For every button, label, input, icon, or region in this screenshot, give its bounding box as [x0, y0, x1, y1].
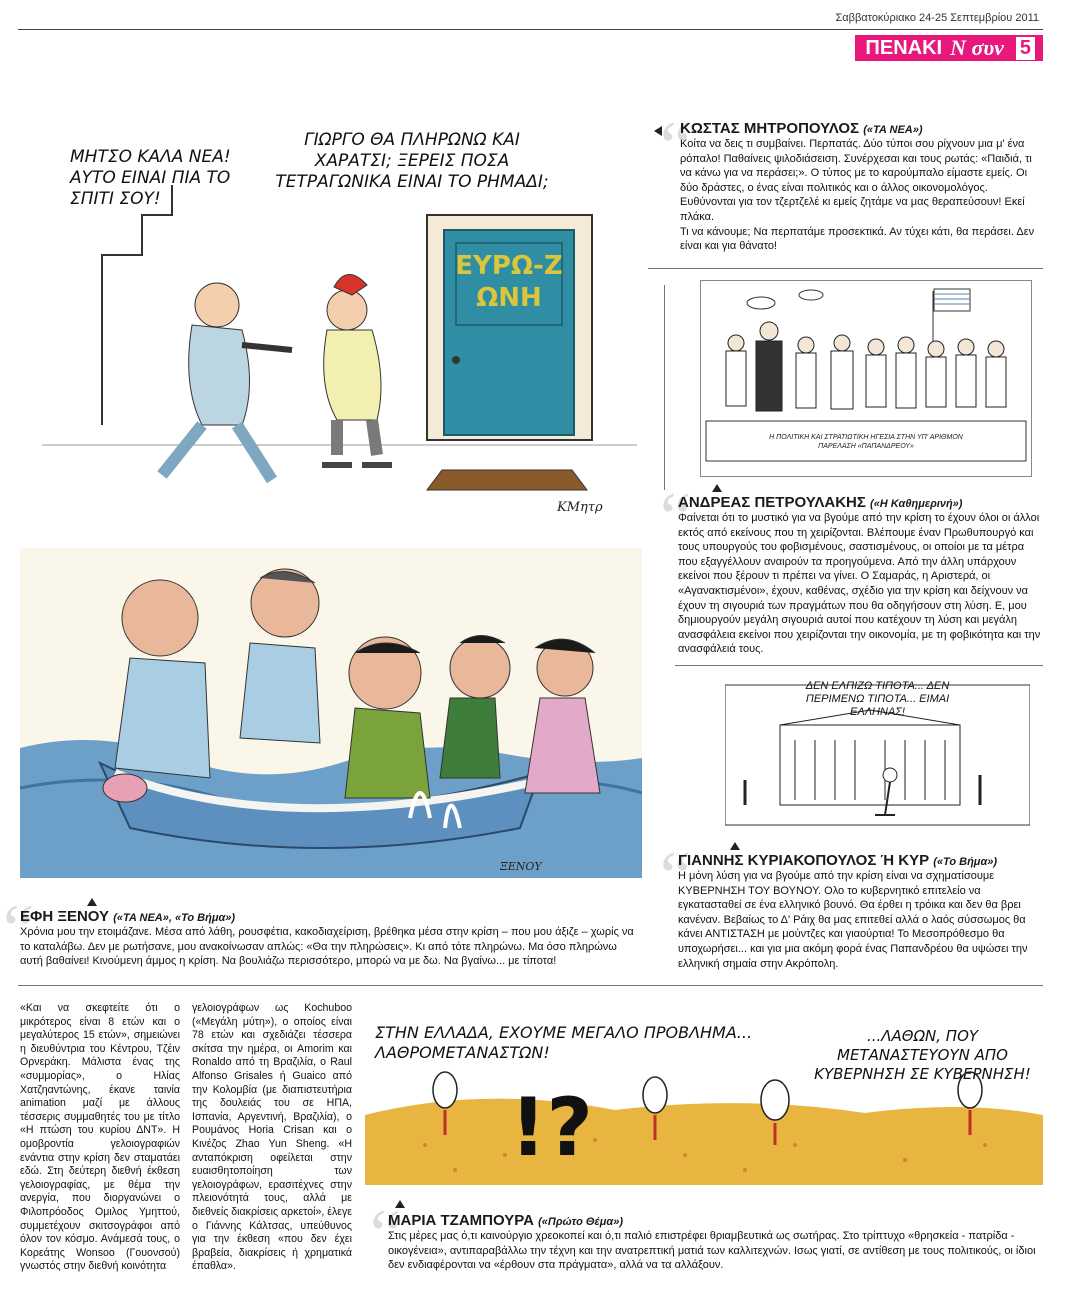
article-column-1: «Και να σκεφτείτε ότι ο μικρότερος είναι 8 ετών και ο μεγαλύτερος 15 ετών», σημειώνει η διευθύντρια του Κέντρου, Τζέιν Ορνεράκη. Μάλιστα ένας της «συμμορίας», ο Ηλίας Χατζηαντώνης, έκανε ταινία animation μαζί με άλλους τέσσερις συμμαθητές του με τίτλο «Η πτώση του κυρίου ΔΝΤ». Η ομοβροντία γελοιογραφιών ενάντια στην κρίση δεν σταματάει εδώ. Στη δεύτερη διεθνή έκθεση γελοιογραφίας, με θέμα την ανεργία, που διοργανώνει ο Φιλοπρόοδος Ομιλος Υμηττού, συμμετέχουν σκιτσογράφοι από όλον τον κόσμο. Ανάμεσά τους, ο Κορεάτης Wonsoo (Γουονσού) γνωστός στην διεθνή κοινότητα [20, 1002, 180, 1273]
bubble-left: ΜΗΤΣΟ ΚΑΛΑ ΝΕΑ! ΑΥΤΟ ΕΙΝΑΙ ΠΙΑ ΤΟ ΣΠΙΤΙ ΣΟΥ! [70, 147, 231, 209]
cartoon-kyr [725, 680, 1030, 830]
cartoon-parade [700, 280, 1032, 477]
cartoon-tzampoura [365, 1005, 1043, 1185]
artist-name: ΜΑΡΙΑ ΤΖΑΜΠΟΥΡΑ [388, 1212, 534, 1229]
artist-name: ΑΝΔΡΕΑΣ ΠΕΤΡΟΥΛΑΚΗΣ [678, 494, 866, 511]
quote-mark: “ [3, 891, 35, 968]
column-divider [664, 285, 665, 490]
quote-mark: “ [660, 108, 692, 185]
issue-date: Σαββατοκύριακο 24-25 Σεπτεμβρίου 2011 [835, 12, 1039, 24]
artist-signature: ΞΕΝΟΥ [500, 860, 542, 873]
page-number: 5 [1016, 37, 1035, 60]
quote-mark: “ [660, 838, 692, 915]
artist-statement: Η μόνη λύση για να βγούμε από την κρίση είναι να σχηματίσουμε ΚΥΒΕΡΝΗΣΗ ΤΟΥ ΒΟΥΝΟΥ. Ολο το κυβερνητικό επιτελείο να εγκατασταθεί σε ένα ελληνικό βουνό. Θα έρθει η τρόικα και δεν θα βρει κανέναν. Βεβαίως το Δ' Ράιχ θα μας επιτεθεί αλλά ο λαός σύσσωμος θα κάνει ΑΝΤΙΣΤΑΣΗ με μούντζες και γιαούρτια! Το Μεσοπρόθεσμο θα υποχωρήσει... και για μια ακόμη φορά ένας Παπανδρέου θα υψώσει την ελληνική σημαία στην Ακρόπολη. [678, 870, 1028, 970]
artist-statement: Φαίνεται ότι το μυστικό για να βγούμε από την κρίση το έχουν όλοι οι άλλοι εκτός από εκείνους που τη χειρίζονται. Βλέπουμε έναν Πρωθυπουργό και τους υπουργούς του φοβισμένους, σαστισμένους, οι οποίοι με τα μέτρα που εξαγγέλλουν αναιρούν τα προηγούμενα. Από την άλλη υπάρχουν εκείνοι που ξέρουν τι πρέπει να γίνει. Ο Σαμαράς, η Αριστερά, οι «Αγανακτισμένοι», έχουν, καθένας, σχέδιο για την κρίση και δείχνουν να έχουν τη σιγουριά των πραγμάτων που θα οδηγήσουν στη λύση. Ε, μου δημιουργούν μεγάλη σιγουριά αυτοί που κατέχουν τη λύση και μεγάλη ανασφάλεια εκείνοι που χειρίζονται την οικονομία, με τη φοβικότητα και την ανασφάλειά τους. [678, 512, 1041, 656]
section-tag [855, 35, 1043, 61]
tzab-bubble-right: ...ΛΑΘΩΝ, ΠΟΥ ΜΕΤΑΝΑΣΤΕΥΟΥΝ ΑΠΟ ΚΥΒΕΡΝΗΣΗ ΣΕ ΚΥΒΕΡΝΗΣΗ! [814, 1027, 1031, 1083]
caption-pointer [712, 484, 722, 492]
caption-petroulakis [678, 494, 1043, 657]
caption-pointer [87, 898, 97, 906]
artist-statement: Χρόνια μου την ετοιμάζανε. Μέσα από λάθη, ρουσφέτια, κακοδιαχείριση, βρέθηκα μέσα στην κρίση – που μου άξιζε – χωρίς να το καταλάβω. Δεν με ρωτήσανε, μου ανακοίνωσαν απλώς: «Θα την πληρώσεις». Κι από τότε πληρώνω. Μα όσο πληρώνω αυτή βαθαίνει! Κινούμενη άμμος η κρίση. Να βουλιάζω περισσότερο, μπορώ να με δω. Να βγαίνω... με τίποτα! [20, 926, 634, 968]
artist-source: («ΤΑ ΝΕΑ») [863, 124, 923, 136]
artist-source: («Η Καθημερινή») [870, 498, 963, 510]
separator [675, 665, 1043, 666]
artist-source: («Το Βήμα») [933, 856, 998, 868]
header-rule [18, 29, 1043, 30]
artist-name: ΕΦΗ ΞΕΝΟΥ [20, 908, 110, 925]
cartoon-boat-drawing [20, 548, 642, 878]
cartoon-boat [20, 548, 642, 878]
article-column-2: γελοιογράφων ως Kochuboo («Μεγάλη μύτη»), ο οποίος είναι 78 ετών και σχεδιάζει τέσσερα σκίτσα την ημέρα, οι Amorim και Ronaldo από τη Βραζιλία, ο Raul Alfonso Grisales ή Guaico από την Κολομβία (με διαπιστευτήρια της δουλειάς του σε ΗΠΑ, Ισπανία, Αργεντινή, Βραζιλία), ο Ρουμάνος Horia Crisan και ο Κινέζος Zhao Yun Sheng. «Η ανταπόκριση οφείλεται στην ευαισθητοποίηση των γελοιογράφων, ερασιτέχνες στην πλειονότητά τους, αλλά με διεθνείς διακρίσεις αρκετοί», έλεγε ο Γιάννης Κάλτσας, υπεύθυνος για την έκθεση «που δεν έχει βραβεία, διακρίσεις ή χρηματικά έπαθλα». [192, 1002, 352, 1273]
artist-source: («Πρώτο Θέμα») [538, 1216, 623, 1228]
artist-source: («ΤΑ ΝΕΑ», «Το Βήμα») [113, 912, 236, 924]
artist-name: ΚΩΣΤΑΣ ΜΗΤΡΟΠΟΥΛΟΣ [680, 120, 860, 137]
artist-name: ΓΙΑΝΝΗΣ ΚΥΡΙΑΚΟΠΟΥΛΟΣ Ή ΚΥΡ [678, 852, 930, 869]
caption-mitropoulos [680, 120, 1045, 254]
parade-caption: Η ΠΟΛΙΤΙΚΗ ΚΑΙ ΣΤΡΑΤΙΩΤΙΚΗ ΗΓΕΣΙΑ ΣΤΗΝ ΥΠ' ΑΡΙΘΜΟΝ ΠΑΡΕΛΑΣΗ «ΠΑΠΑΝΔΡΕΟΥ» [769, 434, 963, 450]
svg-text:!?: !? [510, 1081, 593, 1174]
cartoon-eurozone [42, 125, 637, 530]
separator [18, 985, 1043, 986]
separator [648, 268, 1043, 269]
bubble-right: ΓΙΩΡΓΟ ΘΑ ΠΛΗΡΩΝΩ ΚΑΙ ΧΑΡΑΤΣΙ; ΞΕΡΕΙΣ ΠΟΣΑ ΤΕΤΡΑΓΩΝΙΚΑ ΕΙΝΑΙ ΤΟ ΡΗΜΑΔΙ; [275, 130, 549, 192]
caption-kyriakopoulos [678, 852, 1043, 971]
artist-statement: Κοίτα να δεις τι συμβαίνει. Περπατάς. Δύο τύποι σου ρίχνουν μια μ' ένα ρόπαλο! Παθαίνεις ψιλοδιάσειση. Συνέρχεσαι και τους ρωτάς: «Παιδιά, τι να κάνω για να περάσει;». Ο τύπος με το καρούμπαλο είμαστε εμείς. Οι δύο δράστες, ο ένας είναι πολιτικός και ο άλλος οικονομολόγος. Ευθύνονται για τον τζερτζελέ κι εμείς ζητάμε να μας θεραπεύσουν! Εκεί πλάκα. Τι να κάνουμε; Να περπατάμε προσεκτικά. Αν τύχει κάτι, θα περάσει. Δεν είναι και για θάνατο! [680, 138, 1035, 253]
quote-mark: “ [370, 1196, 402, 1273]
kyr-bubble: ΔΕΝ ΕΛΠΙΖΩ ΤΙΠΟΤΑ... ΔΕΝ ΠΕΡΙΜΕΝΩ ΤΙΠΟΤΑ... ΕΙΜΑΙ ΕΛΛΗΝΑΣ! [805, 680, 950, 718]
brand-name: N συν [950, 35, 1004, 60]
quote-mark: “ [660, 479, 692, 556]
artist-statement: Στις μέρες μας ό,τι καινούργιο χρεοκοπεί και ό,τι παλιό επιστρέφει θριαμβευτικά ως σωτήρας. Στο τρίπτυχο «θρησκεία - πατρίδα - οικογένεια», αντιπαραβάλλω την τέχνη και την ανατρεπτική ματιά των καλλιτεχνών. Ισως γιατί, σε αντίθεση με τους πολιτικούς, οι ίδιοι δεν ενδιαφέρονται να «έρθουν στα πράγματα», αλλά να τα αλλάξουν. [388, 1230, 1036, 1272]
door-sign: ΕΥΡΩ-ΖΩΝΗ [455, 251, 563, 313]
section-name: ΠΕΝΑΚΙ [865, 36, 943, 59]
caption-tzampoura [388, 1212, 1043, 1273]
caption-xenou [20, 908, 642, 969]
tzab-bubble-left: ΣΤΗΝ ΕΛΛΑΔΑ, ΕΧΟΥΜΕ ΜΕΓΑΛΟ ΠΡΟΒΛΗΜΑ... ΛΑΘΡΟΜΕΤΑΝΑΣΤΩΝ! [375, 1023, 753, 1062]
artist-signature: ΚΜητρ [557, 500, 603, 515]
caption-pointer [730, 842, 740, 850]
